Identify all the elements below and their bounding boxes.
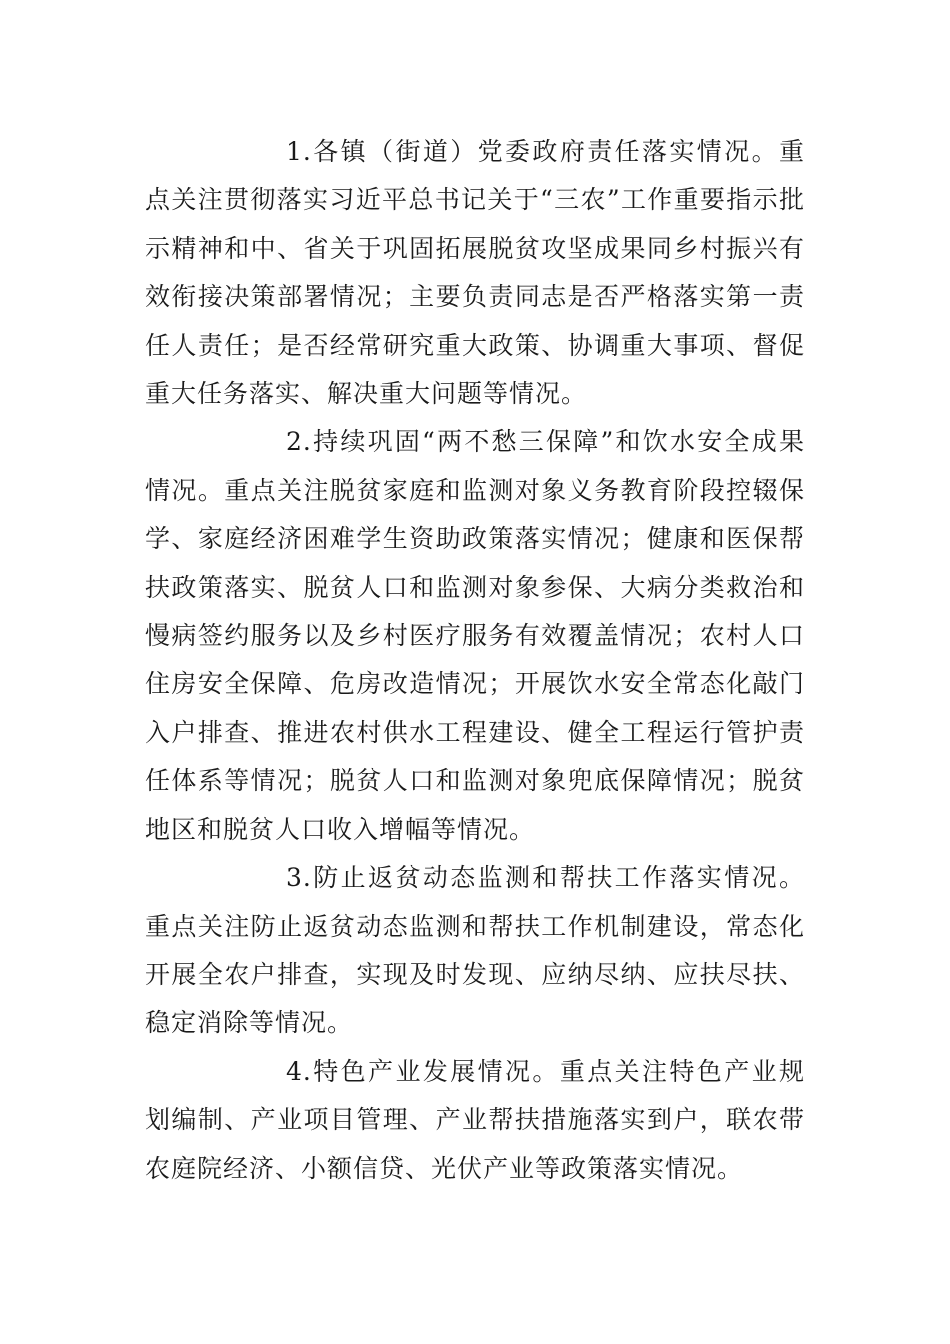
paragraph-item-4: 4.特色产业发展情况。重点关注特色产业规划编制、产业项目管理、产业帮扶措施落实到户，联农带农庭院经济、小额信贷、光伏产业等政策落实情况。 [145, 1056, 805, 1183]
paragraph-item-2: 2.持续巩固“两不愁三保障”和饮水安全成果情况。重点关注脱贫家庭和监测对象义务教育阶段控辍保学、家庭经济困难学生资助政策落实情况；健康和医保帮扶政策落实、脱贫人口和监测对象参保、大病分类救治和慢病签约服务以及乡村医疗服务有效覆盖情况；农村人口住房安全保障、危房改造情况；开展饮水安全常态化敲门入户排查、推进农村供水工程建设、健全工程运行管护责任体系等情况；脱贫人口和监测对象兜底保障情况；脱贫地区和脱贫人口收入增幅等情况。 [145, 427, 805, 844]
document-body [145, 128, 805, 1193]
paragraph-item-3: 3.防止返贫动态监测和帮扶工作落实情况。重点关注防止返贫动态监测和帮扶工作机制建设，常态化开展全农户排查，实现及时发现、应纳尽纳、应扶尽扶、稳定消除等情况。 [145, 863, 805, 1038]
paragraph-item-1: 1.各镇（街道）党委政府责任落实情况。重点关注贯彻落实习近平总书记关于“三农”工作重要指示批示精神和中、省关于巩固拓展脱贫攻坚成果同乡村振兴有效衔接决策部署情况；主要负责同志是否严格落实第一责任人责任；是否经常研究重大政策、协调重大事项、督促重大任务落实、解决重大问题等情况。 [145, 137, 805, 409]
